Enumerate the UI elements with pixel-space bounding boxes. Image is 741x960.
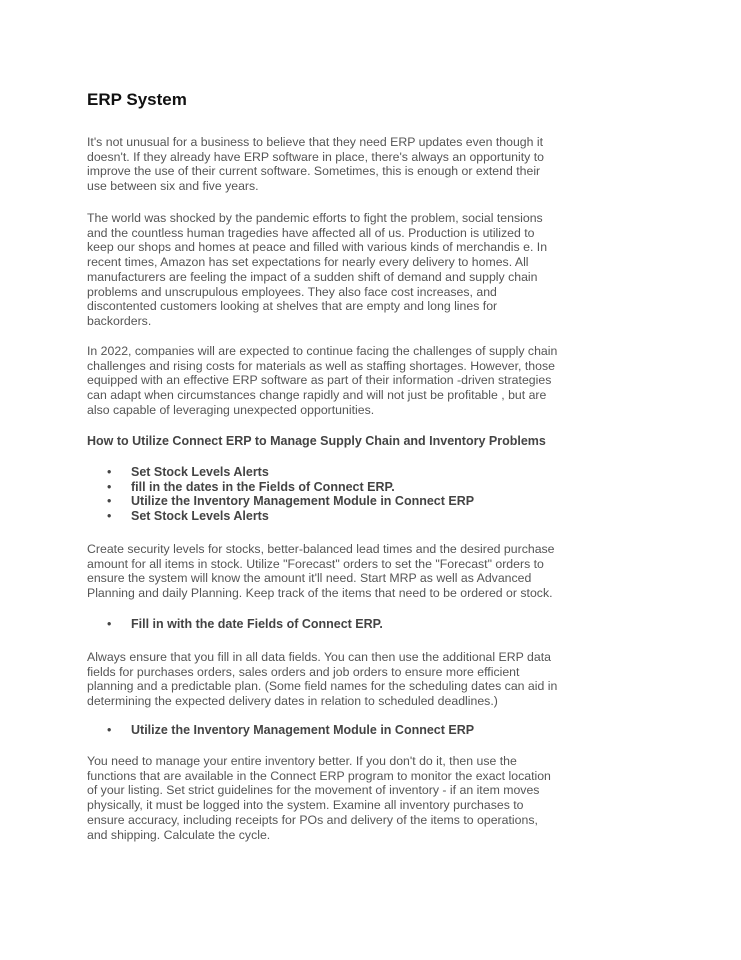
summary-bullet-list	[87, 465, 474, 524]
bullet-icon: •	[107, 509, 112, 524]
paragraph-line: You need to manage your entire inventory better. If you don't do it, then use the	[87, 754, 517, 768]
paragraph-line: ensure the system will know the amount it'll need. Start MRP as well as Advanced	[87, 571, 532, 586]
paragraph-line: challenges and rising costs for materials as well as staffing shortages. However, those	[87, 358, 555, 373]
list-item-text: Set Stock Levels Alerts	[131, 509, 269, 524]
list-item	[87, 617, 383, 632]
paragraph-line: physically, it must be logged into the system. Examine all inventory purchases to	[87, 798, 524, 813]
list-item-text: fill in the dates in the Fields of Connect ERP.	[131, 479, 395, 494]
list-item	[87, 465, 474, 480]
paragraph-line: planning and a predictable plan. (Some field names for the scheduling dates can aid in	[87, 679, 558, 694]
paragraph-line: and shipping. Calculate the cycle.	[87, 827, 271, 842]
list-item-text: Utilize the Inventory Management Module in Connect ERP	[131, 723, 475, 737]
bullet-icon: •	[107, 494, 112, 509]
list-item-text: Set Stock Levels Alerts	[131, 465, 269, 479]
paragraph-line: manufacturers are feeling the impact of a sudden shift of demand and supply chain	[87, 269, 538, 284]
list-item	[87, 723, 474, 738]
paragraph-line: equipped with an effective ERP software as part of their information -driven strategies	[87, 373, 552, 388]
paragraph-line: ensure accuracy, including receipts for POs and delivery of the items to operations,	[87, 812, 538, 827]
paragraph-line: discontented customers looking at shelves that are empty and long lines for	[87, 299, 498, 314]
list-item-text: Fill in with the date Fields of Connect ERP.	[131, 617, 383, 631]
bullet-icon: •	[107, 723, 112, 737]
fill-fields-paragraph	[87, 650, 662, 709]
inventory-module-bullet	[87, 723, 474, 738]
bullet-icon: •	[107, 479, 112, 494]
paragraph-line: doesn't. If they already have ERP software in place, there's always an opportunity to	[87, 149, 544, 164]
paragraph-line: of your listing. Set strict guidelines for the movement of inventory - if an item moves	[87, 783, 540, 798]
paragraph-line: functions that are available in the Connect ERP program to monitor the exact location	[87, 768, 551, 783]
bullet-icon: •	[107, 617, 112, 631]
paragraph-line: improve the use of their current software. Sometimes, this is enough or extend their	[87, 164, 541, 179]
document-title: ERP System	[87, 90, 187, 109]
stock-levels-paragraph	[87, 542, 662, 601]
list-item	[87, 494, 474, 509]
paragraph-line: backorders.	[87, 313, 152, 328]
intro-paragraph-3	[87, 344, 662, 418]
intro-paragraph-2	[87, 211, 662, 329]
list-item	[87, 509, 474, 524]
paragraph-line: Planning and daily Planning. Keep track of the items that need to be ordered or stock.	[87, 586, 553, 601]
paragraph-line: keep our shops and homes at peace and filled with various kinds of merchandis e. In	[87, 240, 548, 255]
paragraph-line: determining the expected delivery dates in relation to scheduled deadlines.)	[87, 694, 498, 709]
paragraph-line: Create security levels for stocks, better-balanced lead times and the desired purchase	[87, 542, 555, 556]
paragraph-line: It's not unusual for a business to believe that they need ERP updates even though it	[87, 135, 544, 149]
intro-paragraph-1	[87, 135, 662, 194]
paragraph-line: can adapt when circumstances change rapidly and will not just be profitable , but are	[87, 388, 547, 403]
list-item-text: Utilize the Inventory Management Module in Connect ERP	[131, 494, 475, 509]
paragraph-line: also capable of leveraging unexpected opportunities.	[87, 402, 375, 417]
bullet-icon: •	[107, 465, 112, 479]
paragraph-line: The world was shocked by the pandemic efforts to fight the problem, social tensions	[87, 211, 543, 225]
document-page	[87, 0, 662, 960]
paragraph-line: and the countless human tragedies have affected all of us. Production is utilized to	[87, 225, 535, 240]
paragraph-line: In 2022, companies will are expected to continue facing the challenges of supply chain	[87, 344, 558, 358]
paragraph-line: use between six and five years.	[87, 179, 259, 194]
list-item	[87, 480, 474, 495]
paragraph-line: fields for purchases orders, sales orders and job orders to ensure more efficient	[87, 664, 520, 679]
paragraph-line: amount for all items in stock. Utilize "Forecast" orders to set the "Forecast" orders to	[87, 556, 544, 571]
paragraph-line: problems and unscrupulous employees. They also face cost increases, and	[87, 284, 497, 299]
section-heading: How to Utilize Connect ERP to Manage Supply Chain and Inventory Problems	[87, 434, 546, 448]
inventory-module-paragraph	[87, 754, 662, 842]
paragraph-line: recent times, Amazon has set expectations for nearly every delivery to homes. All	[87, 255, 529, 270]
paragraph-line: Always ensure that you fill in all data fields. You can then use the additional ERP data	[87, 650, 551, 664]
fill-fields-bullet	[87, 617, 383, 632]
